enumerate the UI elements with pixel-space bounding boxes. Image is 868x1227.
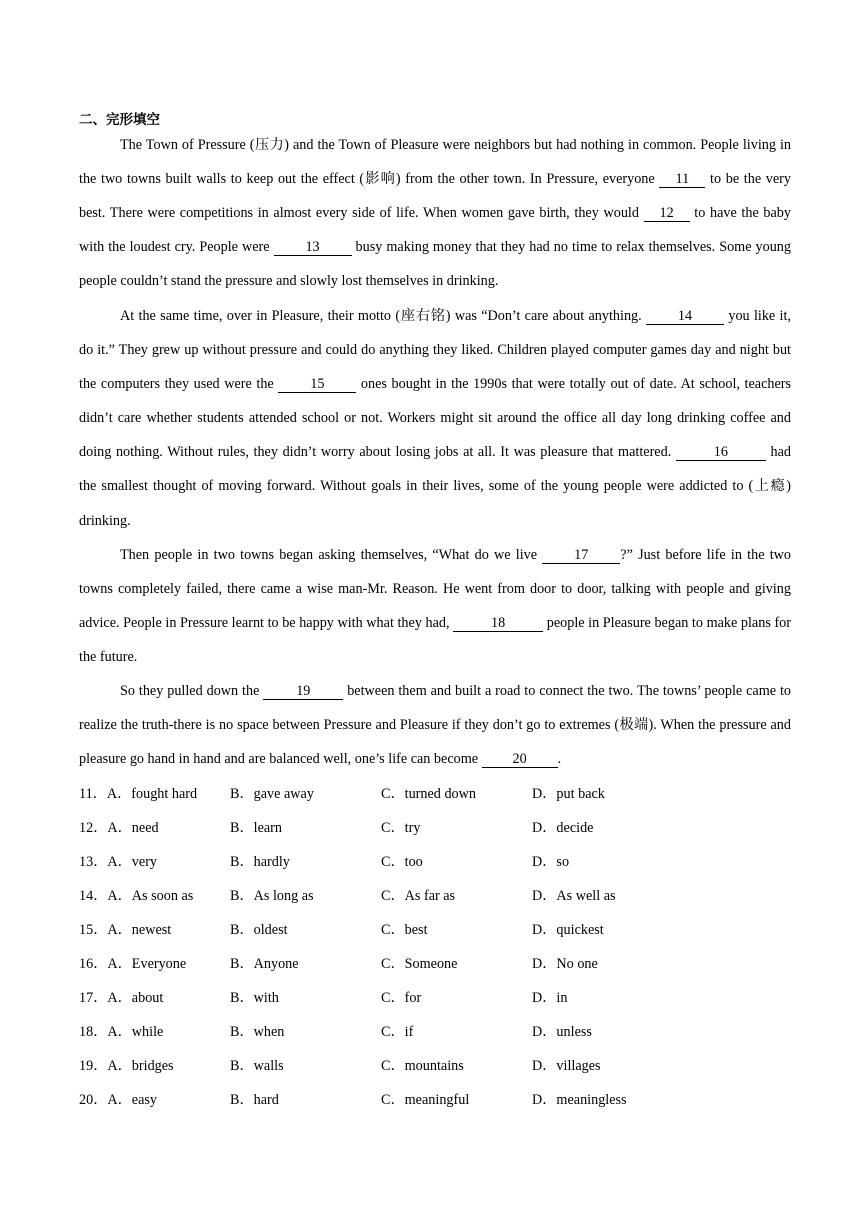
blank-15: 15 [278, 376, 356, 393]
blank-14: 14 [646, 308, 724, 325]
blank-18: 18 [453, 615, 543, 632]
option-a: 18．A．while [79, 1024, 164, 1040]
passage-text: to be the very best. There were competitions in almost every side of life. When women gave birth, they would [79, 171, 791, 222]
option-d: D．put back [532, 786, 605, 802]
passage-paragraph-1 [79, 128, 791, 298]
option-a: 12．A．need [79, 820, 159, 836]
option-d: D．meaningless [532, 1092, 627, 1108]
option-b: B．walls [230, 1058, 284, 1074]
option-b: B．learn [230, 820, 283, 836]
option-a: 15．A．newest [79, 922, 172, 938]
option-c: C．Someone [381, 956, 458, 972]
option-d: D．As well as [532, 888, 616, 904]
blank-20: 20 [482, 751, 558, 768]
option-b: B．hardly [230, 854, 290, 870]
passage-text: ?” Just before life in the two towns completely failed, there came a wise man-Mr. Reason. He went from door to door, talking with people and giving advice. People in Pressure learnt to be happy with what they had, [79, 547, 791, 632]
passage-text: So they pulled down the [120, 683, 264, 699]
option-c: C．As far as [381, 888, 456, 904]
passage-text: Then people in two towns began asking themselves, “What do we live [120, 547, 543, 563]
option-d: D．so [532, 854, 570, 870]
passage-text: had the smallest thought of moving forward. Without goals in their lives, some of the young people were addicted to (上瘾) drinking. [79, 444, 791, 529]
passage-text: people in Pleasure began to make plans for the future. [79, 615, 791, 666]
option-c: C．turned down [381, 786, 476, 802]
option-a: 11．A．fought hard [79, 786, 198, 802]
option-a: 13．A．very [79, 854, 158, 870]
option-b: B．hard [230, 1092, 279, 1108]
option-d: D．No one [532, 956, 598, 972]
blank-19: 19 [263, 683, 343, 700]
passage-text: between them and built a road to connect the two. The towns’ people came to realize the truth-there is no space between Pressure and Pleasure if they don’t go to extremes (极端). When the pressure and pleasure go hand in hand and are balanced well, one’s life can become [79, 683, 791, 768]
section-heading: 二、完形填空 [79, 112, 160, 128]
option-c: C．for [381, 990, 422, 1006]
option-a: 14．A．As soon as [79, 888, 194, 904]
passage-text: busy making money that they had no time to relax themselves. Some young people couldn’t stand the pressure and slowly lost themselves in drinking. [79, 239, 791, 290]
option-d: D．villages [532, 1058, 601, 1074]
blank-17: 17 [542, 547, 620, 564]
option-b: B．Anyone [230, 956, 299, 972]
option-a: 17．A．about [79, 990, 164, 1006]
passage-text: you like it, do it.” They grew up without pressure and could do anything they liked. Children played computer games day and night but the computers they used were the [79, 308, 791, 393]
passage-paragraph-3 [79, 538, 791, 674]
blank-13: 13 [274, 239, 352, 256]
option-b: B．As long as [230, 888, 314, 904]
option-b: B．gave away [230, 786, 314, 802]
option-d: D．in [532, 990, 568, 1006]
option-a: 19．A．bridges [79, 1058, 174, 1074]
passage-text: The Town of Pressure (压力) and the Town of Pleasure were neighbors but had nothing in common. People living in the two towns built walls to keep out the effect (影响) from the other town. In Pressure, everyone [79, 137, 791, 188]
blank-12: 12 [644, 205, 690, 222]
option-c: C．too [381, 854, 423, 870]
option-b: B．oldest [230, 922, 288, 938]
passage-text: to have the baby with the loudest cry. People were [79, 205, 791, 256]
option-a: 20．A．easy [79, 1092, 158, 1108]
option-c: C．if [381, 1024, 414, 1040]
passage-text: ones bought in the 1990s that were totally out of date. At school, teachers didn’t care whether students attended school or not. Workers might sit around the office all day long drinking coffee and doing nothing. Without rules, they didn’t worry about losing jobs at all. It was pleasure that mattered. [79, 376, 791, 461]
option-c: C．meaningful [381, 1092, 470, 1108]
passage-text: At the same time, over in Pleasure, their motto (座右铭) was “Don’t care about anything. [120, 308, 647, 324]
passage-text: . [557, 751, 562, 768]
blank-16: 16 [676, 444, 766, 461]
option-b: B．when [230, 1024, 285, 1040]
option-c: C．mountains [381, 1058, 464, 1074]
option-d: D．quickest [532, 922, 604, 938]
blank-11: 11 [659, 171, 705, 188]
option-c: C．best [381, 922, 428, 938]
passage-paragraph-2 [79, 299, 791, 538]
option-c: C．try [381, 820, 421, 836]
option-a: 16．A．Everyone [79, 956, 187, 972]
option-d: D．decide [532, 820, 594, 836]
option-b: B．with [230, 990, 279, 1006]
option-d: D．unless [532, 1024, 592, 1040]
passage-paragraph-4 [79, 674, 791, 776]
